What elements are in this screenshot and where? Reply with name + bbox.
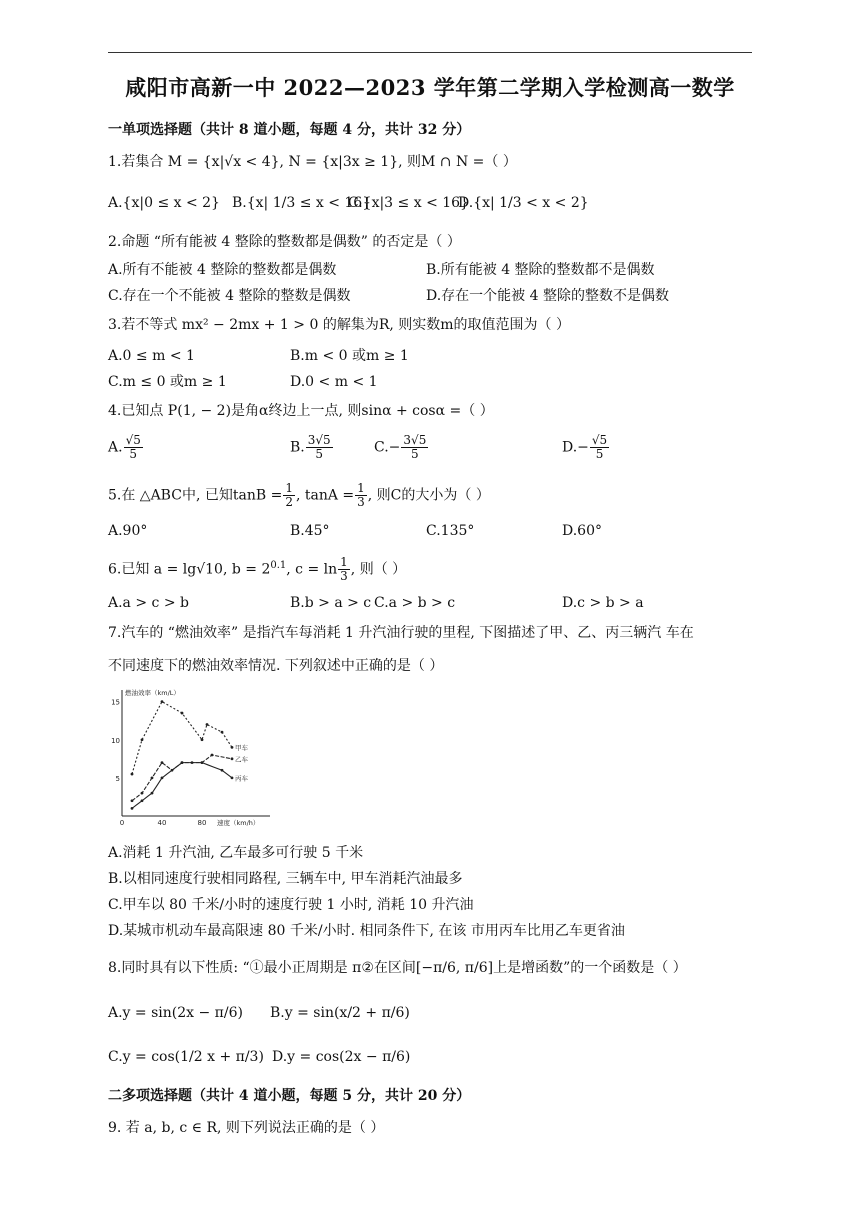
q8-option-d: D.y = cos(2x − π/6): [272, 1049, 411, 1065]
q6-stem-a: 6.已知 a = lg√10, b = 2: [108, 561, 271, 578]
q3-stem: 3.若不等式 mx² − 2mx + 1 > 0 的解集为R, 则实数m的取值范围为（ ）: [108, 317, 570, 333]
series-point: [181, 712, 184, 715]
series-point: [181, 761, 184, 764]
series-point: [191, 761, 194, 764]
fuel-efficiency-chart: [111, 686, 274, 828]
series-point: [161, 700, 164, 703]
q5-stem-b: , tanA =: [295, 487, 355, 504]
series-point: [151, 792, 154, 795]
series-point: [161, 761, 164, 764]
q4-option-c-num: 3√5: [403, 433, 427, 447]
q8-stem: [108, 958, 687, 978]
q4-option-b-prefix: B.: [290, 439, 305, 456]
q6-stem-c: , 则（ ）: [350, 561, 407, 578]
series-point: [221, 731, 224, 734]
q4-option-c: [374, 434, 429, 461]
q4-option-b: [290, 434, 334, 461]
q4-option-a-fraction: [124, 434, 143, 461]
q4-option-a-den: 5: [129, 447, 138, 461]
chart-axes: [122, 690, 270, 816]
q5-stem: [108, 482, 490, 509]
q6-frac-den: 3: [340, 569, 348, 584]
q4-stem: 4.已知点 P(1, − 2)是角α终边上一点, 则sinα + cosα =（ ）: [108, 403, 494, 419]
section-2-heading: 二多项选择题（共计 4 道小题，每题 5 分，共计 20 分）: [108, 1088, 471, 1104]
q4-option-d-num: √5: [591, 433, 608, 447]
series-line-2: [132, 763, 232, 809]
q1-option-d: D.{x| 1/3 < x < 2}: [458, 195, 589, 211]
y-axis-label: 燃油效率（km/L）: [125, 689, 180, 697]
q6-option-a: A.a > c > b: [108, 595, 189, 611]
series-point: [131, 773, 134, 776]
q5-stem-c: , 则C的大小为（ ）: [367, 487, 490, 504]
x-axis-label: 速度（km/h）: [217, 819, 260, 827]
q3-option-b: B.m < 0 或m ≥ 1: [290, 348, 409, 364]
q7-option-d: D.某城市机动车最高限速 80 千米/小时. 相同条件下, 在该 市用丙车比用乙车更省油: [108, 923, 625, 939]
q5-frac-2-num: 1: [357, 481, 365, 495]
q9-stem: 9. 若 a, b, c ∈ R, 则下列说法正确的是（ ）: [108, 1120, 385, 1136]
series-label: 丙车: [235, 774, 248, 783]
q4-option-a-num: √5: [125, 433, 141, 447]
q2-option-a: A.所有不能被 4 整除的整数都是偶数: [108, 262, 337, 278]
series-point: [151, 776, 154, 779]
q1-option-b: B.{x| 1/3 ≤ x < 16}: [232, 195, 372, 211]
q8-option-a: A.y = sin(2x − π/6): [108, 1005, 243, 1021]
q5-option-b: B.45°: [290, 523, 330, 539]
chart-series: [131, 700, 234, 810]
y-tick-label: 10: [111, 736, 120, 745]
q5-option-d: D.60°: [562, 523, 602, 539]
q7-option-c: C.甲车以 80 千米/小时的速度行驶 1 小时, 消耗 10 升汽油: [108, 897, 474, 913]
top-rule: [108, 52, 752, 53]
q8-option-b: B.y = sin(x/2 + π/6): [270, 1005, 410, 1021]
series-point: [201, 761, 204, 764]
q6-frac: [338, 556, 350, 583]
x-tick-label: 40: [157, 819, 167, 827]
q5-frac-2-den: 3: [357, 495, 365, 509]
q7-option-a: A.消耗 1 升汽油, 乙车最多可行驶 5 千米: [108, 845, 364, 861]
q7-stem-line2: 不同速度下的燃油效率情况. 下列叙述中正确的是（ ）: [108, 658, 444, 674]
series-label: 甲车: [235, 743, 248, 752]
q8-option-c: C.y = cos(1/2 x + π/3): [108, 1049, 264, 1065]
chart-labels: [111, 688, 259, 827]
q4-option-a: [108, 434, 144, 461]
q2-option-b: B.所有能被 4 整除的整数都不是偶数: [426, 262, 655, 278]
series-point: [206, 723, 209, 726]
q4-option-b-num: 3√5: [307, 433, 331, 447]
x-tick-label: 0: [119, 819, 125, 827]
series-point: [231, 757, 234, 760]
series-point: [141, 799, 144, 802]
q1-option-c: C.{x|3 ≤ x < 16}: [348, 195, 469, 211]
q4-option-a-prefix: A.: [108, 439, 123, 456]
q5-frac-1-num: 1: [285, 481, 293, 495]
y-tick-label: 5: [115, 774, 120, 783]
series-point: [231, 746, 234, 749]
q6-exponent: 0.1: [270, 560, 287, 571]
q6-option-c: C.a > b > c: [374, 595, 456, 611]
q3-option-d: D.0 < m < 1: [290, 374, 378, 390]
page-title: 咸阳市高新一中 2022—2023 学年第二学期入学检测高一数学: [125, 75, 735, 100]
x-tick-label: 80: [197, 819, 207, 827]
q5-option-c: C.135°: [426, 523, 475, 539]
series-point: [231, 776, 234, 779]
series-point: [221, 769, 224, 772]
q6-stem: [108, 556, 406, 583]
q4-option-c-fraction: [401, 434, 428, 461]
q6-frac-num: 1: [340, 555, 348, 570]
q6-option-b: B.b > a > c: [290, 595, 372, 611]
q4-option-d-fraction: [590, 434, 609, 461]
q2-stem: 2.命题 “所有能被 4 整除的整数都是偶数” 的否定是（ ）: [108, 234, 461, 250]
q4-option-b-fraction: [306, 434, 333, 461]
series-point: [201, 738, 204, 741]
series-point: [131, 799, 134, 802]
q4-option-d-den: 5: [595, 447, 604, 461]
q4-option-c-prefix: C.−: [374, 439, 401, 456]
q6-option-d: D.c > b > a: [562, 595, 644, 611]
series-point: [131, 807, 134, 810]
q5-frac-2: [355, 482, 367, 509]
q8-stem-b: 上是增函数”的一个函数是（ ）: [493, 960, 687, 976]
q5-frac-1-den: 2: [285, 495, 293, 509]
q4-option-d-prefix: D.−: [562, 439, 589, 456]
section-1-heading: 一单项选择题（共计 8 道小题，每题 4 分，共计 32 分）: [108, 122, 471, 138]
q5-stem-a: 5.在 △ABC中, 已知tanB =: [108, 487, 283, 504]
q2-option-d: D.存在一个能被 4 整除的整数不是偶数: [426, 288, 669, 304]
series-point: [211, 754, 214, 757]
series-point: [141, 738, 144, 741]
q8-interval: [−π/6, π/6]: [415, 960, 494, 976]
q1-option-a: A.{x|0 ≤ x < 2}: [108, 195, 220, 211]
q7-stem-line1: 7.汽车的 “燃油效率” 是指汽车每消耗 1 升汽油行驶的里程, 下图描述了甲、乙、丙三辆汽 车在: [108, 625, 694, 641]
q7-option-b: B.以相同速度行驶相同路程, 三辆车中, 甲车消耗汽油最多: [108, 871, 463, 887]
q4-option-c-den: 5: [411, 447, 419, 461]
series-point: [141, 792, 144, 795]
y-tick-label: 15: [111, 698, 120, 707]
q5-option-a: A.90°: [108, 523, 148, 539]
q1-stem: 1.若集合 M = {x|√x < 4}, N = {x|3x ≥ 1}, 则M ∩ N =（ ）: [108, 154, 517, 170]
q6-stem-b: , c = ln: [286, 561, 338, 578]
q3-option-a: A.0 ≤ m < 1: [108, 348, 195, 364]
q4-option-b-den: 5: [315, 447, 324, 461]
q5-frac-1: [283, 482, 295, 509]
series-label: 乙车: [235, 755, 248, 764]
q3-option-c: C.m ≤ 0 或m ≥ 1: [108, 374, 227, 390]
q4-option-d: [562, 434, 610, 461]
series-point: [161, 776, 164, 779]
q8-stem-a: 8.同时具有以下性质: “①最小正周期是 π②在区间: [108, 960, 416, 976]
q2-option-c: C.存在一个不能被 4 整除的整数是偶数: [108, 288, 351, 304]
